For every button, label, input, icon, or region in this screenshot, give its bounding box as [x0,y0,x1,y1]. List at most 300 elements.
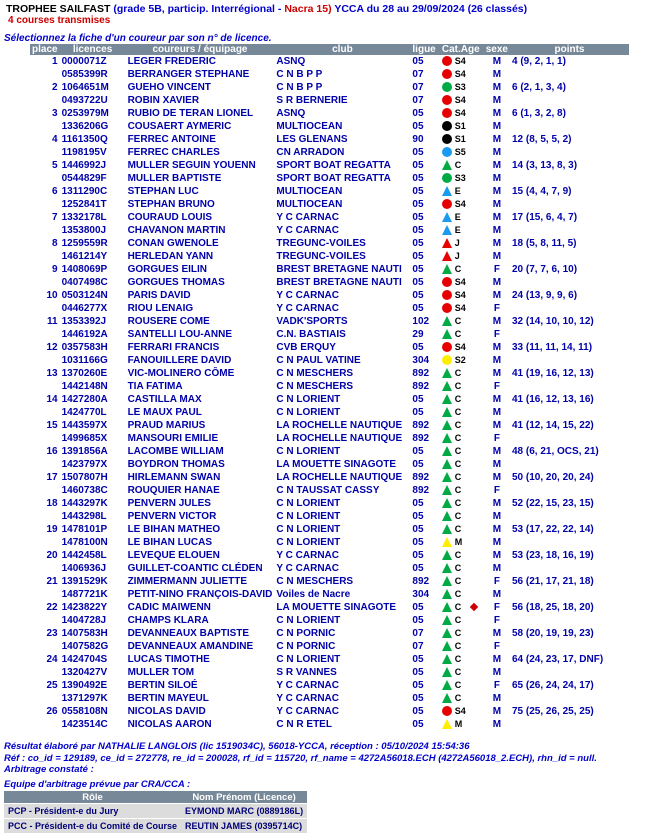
sexe-cell: M [492,95,502,106]
cat-age-label: J [454,251,460,261]
sexe-cell: M [492,56,502,67]
place-cell: 9 [52,264,58,275]
cat-age-cell [438,614,484,627]
points-cell: 15 (4, 4, 7, 9) [512,186,572,197]
cat-age-label: M [454,537,463,547]
points-cell: 4 (9, 2, 1, 1) [512,56,566,67]
circle-icon [442,199,452,209]
sexe-cell: M [492,316,502,327]
competitor-name: MULLER SEGUIN YOUENN [127,160,256,171]
cat-age-cell [438,250,484,263]
competitor-name: NICOLAS AARON [127,719,212,730]
triangle-icon [442,381,452,391]
cat-age-cell [438,484,484,497]
club-name: SPORT BOAT REGATTA [276,173,391,184]
ligue-code: 90 [412,134,424,145]
ligue-code: 07 [412,95,424,106]
club-name: BREST BRETAGNE NAUTI [276,277,402,288]
licence-link[interactable]: 1443298L [61,511,107,522]
place-cell [30,432,60,445]
licence-link[interactable]: 1487721K [61,589,108,600]
club-name: LA MOUETTE SINAGOTE [276,459,397,470]
licence-link[interactable]: 0544829F [61,173,107,184]
points-cell [510,198,629,211]
result-row [30,367,629,380]
place-cell [30,510,60,523]
ligue-code: 05 [412,238,424,249]
ligue-code: 05 [412,277,424,288]
licence-link[interactable]: 0000071Z [61,56,107,67]
sexe-cell: M [492,368,502,379]
competitor-name: HIRLEMANN SWAN [127,472,221,483]
competitor-name: FERREC CHARLES [127,147,220,158]
sexe-cell: M [492,251,502,262]
club-name: LES GLENANS [276,134,348,145]
place-cell: 16 [46,446,58,457]
licence-link[interactable]: 0558108N [61,706,108,717]
licence-link[interactable]: 1443297K [61,498,108,509]
sexe-cell: M [492,420,502,431]
place-cell [30,536,60,549]
triangle-icon [442,238,452,248]
sexe-cell: F [493,641,500,652]
ligue-code: 05 [412,264,424,275]
cat-age-cell [438,263,484,276]
points-cell: 12 (8, 5, 5, 2) [512,134,572,145]
points-cell: 64 (24, 23, 17, DNF) [512,654,604,665]
sexe-cell: M [492,654,502,665]
result-row [30,575,629,588]
arbitrage-header-row [4,791,307,803]
ligue-code: 892 [412,368,430,379]
place-cell [30,588,60,601]
licence-link[interactable]: 1408069P [61,264,108,275]
competitor-name: ROUQUIER HANAE [127,485,220,496]
result-row [30,419,629,432]
club-name: Y C CARNAC [276,225,340,236]
result-row [30,250,629,263]
cat-age-label: S3 [454,173,466,183]
sexe-cell: F [493,680,500,691]
sexe-cell: M [492,82,502,93]
result-row [30,614,629,627]
licence-link[interactable]: 1446192A [61,329,108,340]
sexe-cell: M [492,459,502,470]
licence-link[interactable]: 1424704S [61,654,108,665]
ligue-code: 05 [412,394,424,405]
place-cell [30,146,60,159]
result-row [30,107,629,120]
competitor-name: COUSAERT AYMERIC [127,121,232,132]
arbitrage-noted: Arbitrage constaté : [4,764,94,775]
cat-age-cell [438,718,484,731]
cat-age-label: C [454,680,462,690]
cat-age-label: C [454,563,462,573]
licence-link[interactable]: 1423797X [61,459,108,470]
points-cell: 41 (19, 16, 12, 13) [512,368,594,379]
cat-age-label: C [454,524,462,534]
cat-age-label: C [454,602,462,612]
competitor-name: BERTIN MAYEUL [127,693,209,704]
ligue-code: 29 [412,329,424,340]
cat-age-cell [438,302,484,315]
triangle-icon [442,329,452,339]
cat-age-cell [438,198,484,211]
cat-age-label: E [454,212,461,222]
licence-link[interactable]: 1353392J [61,316,107,327]
licence-link[interactable]: 1390492E [61,680,108,691]
place-cell: 26 [46,706,58,717]
points-cell [510,276,629,289]
sexe-cell: M [492,446,502,457]
place-cell [30,692,60,705]
event-club-dates: YCCA du 28 au 29/09/2024 (26 classés) [334,3,528,15]
licence-link[interactable]: 1336206G [61,121,109,132]
place-cell [30,68,60,81]
ligue-code: 05 [412,459,424,470]
cat-age-cell [438,211,484,224]
cat-age-label: C [454,628,462,638]
ligue-code: 05 [412,667,424,678]
competitor-name: LEGER FREDERIC [127,56,216,67]
licence-link[interactable]: 1442458L [61,550,107,561]
result-row [30,562,629,575]
points-cell [510,666,629,679]
cat-age-label: S4 [454,108,466,118]
triangle-icon [442,407,452,417]
licence-link[interactable]: 1252841T [61,199,107,210]
place-cell: 18 [46,498,58,509]
circle-icon [442,82,452,92]
licence-link[interactable]: 1391529K [61,576,108,587]
place-cell [30,276,60,289]
licence-link[interactable]: 1031166G [61,355,108,366]
cat-age-label: C [454,693,462,703]
cat-age-label: C [454,381,462,391]
sexe-cell: M [492,511,502,522]
result-row [30,172,629,185]
result-row [30,510,629,523]
cat-age-cell [438,523,484,536]
competitor-name: BOYDRON THOMAS [127,459,225,470]
sexe-cell: M [492,589,502,600]
cat-age-cell [438,627,484,640]
result-author: Résultat élaboré par NATHALIE LANGLOIS (lic 1519034C), 56018-YCCA, réception : 05/10/2024 15:54:36 [4,741,470,752]
licence-link[interactable]: 1423822Y [61,602,108,613]
result-row [30,497,629,510]
ligue-code: 05 [412,56,424,67]
sexe-cell: F [493,576,500,587]
triangle-icon [442,368,452,378]
licence-link[interactable]: 1446992J [61,160,107,171]
cat-age-cell [438,471,484,484]
licence-link[interactable]: 1443597X [61,420,108,431]
licence-link[interactable]: 0357583H [61,342,108,353]
circle-icon [442,290,452,300]
club-name: TREGUNC-VOILES [276,238,366,249]
club-name: C N B P P [276,69,323,80]
club-name: TREGUNC-VOILES [276,251,366,262]
club-name: Y C CARNAC [276,693,340,704]
ligue-code: 05 [412,498,424,509]
competitor-name: MULLER TOM [127,667,195,678]
result-row [30,393,629,406]
circle-icon [442,303,452,313]
points-cell [510,588,629,601]
circle-icon [442,277,452,287]
club-name: S R VANNES [276,667,337,678]
event-grade: (grade 5B, particip. Interrégional - [113,3,282,15]
points-cell: 24 (13, 9, 9, 6) [512,290,578,301]
licence-link[interactable]: 1259559R [61,238,108,249]
cat-age-cell [438,601,484,614]
licence-link[interactable]: 1407582G [61,641,109,652]
competitor-name: PENVERN VICTOR [127,511,217,522]
licence-link[interactable]: 1198195V [61,147,107,158]
result-row [30,328,629,341]
cat-age-cell [438,107,484,120]
sexe-cell: F [493,303,500,314]
triangle-icon [442,524,452,534]
cat-age-label: C [454,446,462,456]
result-row [30,523,629,536]
page-header [6,3,527,15]
competitor-name: CONAN GWENOLE [127,238,219,249]
place-cell: 13 [46,368,58,379]
licence-link[interactable]: 1064651M [61,82,109,93]
points-cell: 18 (5, 8, 11, 5) [512,238,577,249]
club-name: ASNQ [276,56,306,67]
col-nom-prenom: Nom Prénom (Licence) [181,791,307,803]
competitor-name: TIA FATIMA [127,381,183,392]
cat-age-label: S2 [454,355,466,365]
licence-link[interactable]: 1311290C [61,186,108,197]
result-row [30,666,629,679]
cat-age-cell [438,172,484,185]
points-cell [510,224,629,237]
licence-link[interactable]: 0407498C [61,277,108,288]
licence-link[interactable]: 1391856A [61,446,108,457]
licence-link[interactable]: 1424770L [61,407,107,418]
licence-link[interactable]: 0585399R [61,69,108,80]
cat-age-label: C [454,160,462,170]
arbitrage-table [4,791,307,833]
points-cell: 53 (23, 18, 16, 19) [512,550,594,561]
cat-age-cell [438,68,484,81]
sexe-cell: M [492,706,502,717]
licence-link[interactable]: 1332178L [61,212,107,223]
result-row [30,484,629,497]
points-cell: 75 (25, 26, 25, 25) [512,706,594,717]
cat-age-label: S3 [454,82,466,92]
licence-link[interactable]: 1478100N [61,537,108,548]
place-cell: 2 [52,82,58,93]
sexe-cell: M [492,212,502,223]
cat-age-cell [438,159,484,172]
licence-link[interactable]: 1499685X [61,433,108,444]
triangle-icon [442,615,452,625]
result-row [30,432,629,445]
result-row [30,640,629,653]
triangle-icon [442,160,452,170]
arbitrage-name: REUTIN JAMES (0395714C) [181,819,307,833]
cat-age-label: C [454,654,462,664]
points-cell [510,172,629,185]
licence-link[interactable]: 1442148N [61,381,108,392]
cat-age-cell [438,536,484,549]
competitor-name: GUILLET-COANTIC CLÉDEN [127,563,263,574]
ligue-code: 07 [412,628,424,639]
licence-link[interactable]: 1161350Q [61,134,108,145]
circle-icon [442,95,452,105]
triangle-icon [442,264,452,274]
result-row [30,471,629,484]
cat-age-cell [438,406,484,419]
sexe-cell: M [492,407,502,418]
competitor-name: ROBIN XAVIER [127,95,200,106]
sexe-cell: F [493,381,500,392]
ligue-code: 05 [412,251,424,262]
place-cell: 11 [47,316,58,327]
sexe-cell: M [492,108,502,119]
licence-link[interactable]: 1406936J [61,563,107,574]
licence-link[interactable]: 1353800J [61,225,107,236]
result-row [30,198,629,211]
licence-link[interactable]: 1427280A [61,394,108,405]
competitor-name: CHAMPS KLARA [127,615,209,626]
result-row [30,380,629,393]
licence-link[interactable]: 0493722U [61,95,108,106]
licence-link[interactable]: 1423514C [61,719,108,730]
sexe-cell: F [493,264,500,275]
result-row [30,718,629,731]
circle-icon [442,706,452,716]
club-name: MULTIOCEAN [276,199,343,210]
competitor-name: LE MAUX PAUL [127,407,202,418]
cat-age-cell [438,679,484,692]
competitor-name: STEPHAN LUC [127,186,199,197]
sexe-cell: M [492,199,502,210]
points-cell: 41 (12, 14, 15, 22) [512,420,594,431]
result-row [30,536,629,549]
club-name: Y C CARNAC [276,563,340,574]
licence-link[interactable]: 1370260E [61,368,108,379]
club-name: BREST BRETAGNE NAUTI [276,264,402,275]
ligue-code: 05 [412,615,424,626]
cat-age-label: C [454,459,462,469]
arbitrage-role: PCC - Président-e du Comité de Course [4,819,181,833]
competitor-name: PARIS DAVID [127,290,191,301]
cat-age-cell [438,224,484,237]
points-cell [510,536,629,549]
place-cell: 3 [52,108,58,119]
club-name: MULTIOCEAN [276,186,343,197]
arbitrage-planned: Equipe d'arbitrage prévue par CRA/CCA : [4,779,191,790]
sexe-cell: M [492,563,502,574]
cat-age-label: S1 [454,121,466,131]
points-cell [510,328,629,341]
circle-icon [442,56,452,66]
competitor-name: SANTELLI LOU-ANNE [127,329,233,340]
licence-link[interactable]: 1478101P [61,524,108,535]
col-sexe: sexe [485,44,508,55]
sexe-cell: M [492,719,502,730]
cat-age-label: S4 [454,277,466,287]
ligue-code: 05 [412,212,424,223]
result-row [30,354,629,367]
licence-link[interactable]: 1407583H [61,628,108,639]
club-name: Y C CARNAC [276,303,340,314]
club-name: Y C CARNAC [276,212,340,223]
circle-icon [442,69,452,79]
ligue-code: 892 [412,472,430,483]
points-cell: 56 (18, 25, 18, 20) [512,602,594,613]
triangle-icon [442,537,452,547]
licence-link[interactable]: 0446277X [61,303,108,314]
points-cell: 41 (16, 12, 13, 16) [512,394,594,405]
cat-age-label: C [454,511,462,521]
licence-link[interactable]: 1461214Y [61,251,108,262]
ligue-code: 05 [412,602,424,613]
ligue-code: 892 [412,433,430,444]
ligue-code: 05 [412,719,424,730]
ligue-code: 07 [412,641,424,652]
event-title: TROPHEE SAILFAST [6,3,111,15]
triangle-icon [442,680,452,690]
cat-age-cell [438,393,484,406]
licence-link[interactable]: 0503124N [61,290,108,301]
cat-age-label: C [454,667,462,677]
points-cell [510,640,629,653]
place-cell [30,380,60,393]
result-row [30,458,629,471]
points-cell: 56 (21, 17, 21, 18) [512,576,594,587]
cat-age-cell [438,367,484,380]
ligue-code: 07 [412,82,424,93]
licence-link[interactable]: 1320427V [61,667,108,678]
sexe-cell: M [492,290,502,301]
place-cell: 20 [46,550,58,561]
licence-link[interactable]: 1404728J [61,615,107,626]
licence-link[interactable]: 1460738C [61,485,108,496]
competitor-name: GORGUES EILIN [127,264,208,275]
club-name: C N LORIENT [276,446,341,457]
licence-link[interactable]: 1371297K [61,693,108,704]
competitor-name: LE BIHAN LUCAS [127,537,213,548]
place-cell [30,562,60,575]
sexe-cell: M [492,342,502,353]
cat-age-cell [438,341,484,354]
competitor-name: GORGUES THOMAS [127,277,225,288]
place-cell [30,406,60,419]
arbitrage-name: EYMOND MARC (0889186L) [181,804,307,818]
licence-link[interactable]: 0253979M [61,108,109,119]
cat-age-label: S1 [454,134,466,144]
cat-age-label: C [454,615,462,625]
circle-icon [442,121,452,131]
licence-link[interactable]: 1507807H [61,472,108,483]
ligue-code: 304 [412,589,430,600]
ligue-code: 05 [412,446,424,457]
club-name: C.N. BASTIAIS [276,329,346,340]
club-name: LA MOUETTE SINAGOTE [276,602,397,613]
cat-age-cell [438,146,484,159]
cat-age-label: C [454,576,462,586]
club-name: LA ROCHELLE NAUTIQUE [276,433,403,444]
result-row [30,289,629,302]
competitor-name: HERLEDAN YANN [127,251,214,262]
place-cell: 21 [46,576,58,587]
